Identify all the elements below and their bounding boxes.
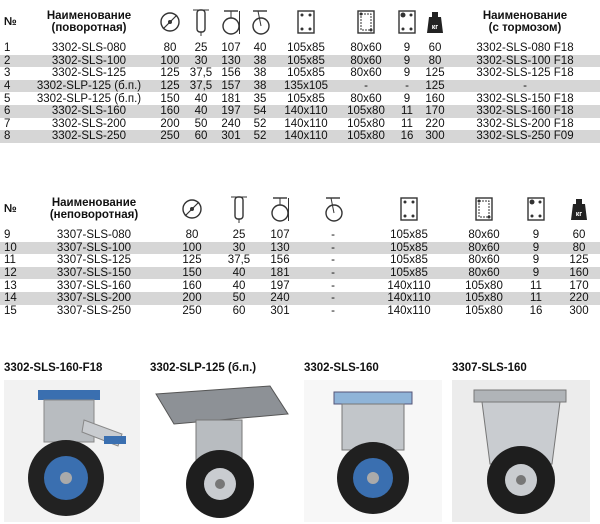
table-cell: 160 [154, 105, 186, 118]
photo-caption: 3302-SLS-160 [304, 362, 379, 374]
table-cell: - [331, 279, 335, 292]
caster-plate-image [150, 380, 292, 522]
table-cell: 105x80 [338, 105, 394, 118]
table-header [0, 2, 600, 42]
table-cell: 14 [0, 292, 24, 305]
table-cell: 38 [246, 80, 274, 93]
table-cell: - [302, 292, 364, 305]
table-cell: 13 [4, 279, 17, 292]
table-cell: 240 [258, 292, 302, 305]
table-cell: 30 [220, 242, 258, 255]
table-cell: 140x110 [274, 130, 338, 143]
table-cell: 160 [182, 279, 202, 292]
table-cell: 200 [164, 292, 220, 305]
table-cell: 80x60 [338, 55, 394, 68]
table-cell: 181 [258, 267, 302, 280]
table-cell: 105x80 [347, 117, 385, 130]
table-cell: 125 [425, 67, 445, 80]
table-cell: 9 [532, 229, 540, 242]
swivel-caster-image [304, 380, 442, 522]
table-cell: 3302-SLS-160 [24, 105, 154, 118]
offset-icon [246, 2, 274, 42]
table-cell: 105x85 [364, 267, 454, 280]
table-cell: 130 [216, 55, 246, 68]
table-cell: 200 [160, 117, 180, 130]
table-row [0, 118, 600, 131]
table-cell: 3302-SLS-125 [51, 67, 127, 80]
table-cell: 140x110 [364, 292, 454, 305]
table-cell: 140x110 [387, 279, 431, 292]
caster-with-brake-image [4, 380, 140, 522]
plate-size-icon [274, 2, 338, 42]
table-cell: 80x60 [350, 67, 382, 80]
table-cell: 160 [558, 267, 600, 280]
table-cell: 9 [532, 254, 540, 267]
table-cell: 9 [394, 55, 420, 68]
table-cell: 40 [232, 279, 246, 292]
table-cell: - [331, 304, 335, 317]
table-cell: 11 [394, 105, 420, 118]
table-cell: 80 [185, 229, 199, 242]
table-cell: 54 [246, 105, 274, 118]
table-row [0, 229, 600, 242]
bolt-hole-icon [394, 2, 420, 42]
table-cell: 140x110 [387, 304, 431, 317]
table-cell: 40 [220, 267, 258, 280]
table-cell: - [331, 254, 335, 267]
table-cell: - [331, 229, 335, 242]
num-header: № [4, 203, 17, 215]
table-row [0, 305, 600, 318]
table-cell: 52 [246, 130, 274, 143]
offset-icon [302, 189, 364, 229]
table-cell: 5 [4, 92, 11, 105]
table-cell: 105x85 [390, 229, 428, 242]
table-cell: - [302, 267, 364, 280]
table-cell: 7 [4, 117, 11, 130]
table-cell: 3302-SLS-200 F18 [476, 117, 574, 130]
table-cell: - [394, 80, 420, 93]
table-cell: 30 [186, 55, 216, 68]
table-cell: 2 [0, 55, 24, 68]
swivel-casters-table [0, 2, 600, 143]
table-cell: 40 [194, 92, 208, 105]
table-cell: - [338, 80, 394, 93]
table-cell: 37,5 [227, 254, 251, 267]
table-cell: 3302-SLS-150 F18 [476, 92, 574, 105]
table-cell: 25 [232, 229, 246, 242]
table-cell: 105x85 [390, 254, 428, 267]
table-cell: 125 [420, 80, 450, 93]
table-cell: 25 [194, 42, 208, 55]
table-cell: 10 [0, 242, 24, 255]
table-cell: 170 [420, 105, 450, 118]
table-cell: 9 [403, 92, 411, 105]
table-cell: 160 [425, 92, 445, 105]
table-cell: 11 [514, 292, 558, 305]
load-capacity-icon [558, 189, 600, 229]
table-cell: 80x60 [454, 267, 514, 280]
table-cell: 3307-SLS-250 [56, 304, 132, 317]
table-cell: 16 [394, 130, 420, 143]
table-cell: 3307-SLS-100 [24, 242, 164, 255]
photo-caption: 3307-SLS-160 [452, 362, 527, 374]
table-cell: 301 [270, 304, 290, 317]
table-cell: 105x85 [287, 42, 325, 55]
table-row [0, 242, 600, 255]
table-row [0, 254, 600, 267]
table-cell: 107 [270, 229, 290, 242]
table-cell: 80x60 [350, 92, 382, 105]
name-header: Наименование (поворотная) [46, 10, 132, 34]
table-cell: 105x85 [364, 242, 454, 255]
table-cell: 156 [270, 254, 290, 267]
table-cell: 9 [514, 267, 558, 280]
name-header: Наименование (неповоротная) [49, 197, 139, 221]
num-header: № [4, 16, 17, 28]
table-cell: 140x110 [274, 105, 338, 118]
table-cell: 80x60 [468, 254, 500, 267]
table-cell: 80x60 [350, 42, 382, 55]
table-row [0, 42, 600, 55]
table-cell: 125 [154, 80, 186, 93]
table-cell: 37,5 [189, 67, 213, 80]
table-cell: 12 [0, 267, 24, 280]
table-cell: 38 [253, 67, 267, 80]
table-cell: 220 [425, 117, 445, 130]
table-cell: 3302-SLS-080 [51, 42, 127, 55]
table-cell: 11 [530, 279, 542, 292]
table-cell: 3302-SLS-200 [51, 117, 127, 130]
height-icon [216, 2, 246, 42]
table-cell: 9 [4, 229, 11, 242]
table-cell: 301 [216, 130, 246, 143]
table-cell: 107 [221, 42, 241, 55]
brake-name-header: Наименование (с тормозом) [482, 10, 568, 34]
table-row [0, 105, 600, 118]
table-row [0, 55, 600, 68]
table-cell: 4 [0, 80, 24, 93]
table-cell: 3302-SLS-250 [24, 130, 154, 143]
table-cell: 105x85 [287, 67, 325, 80]
table-cell: 6 [0, 105, 24, 118]
table-cell: 197 [216, 105, 246, 118]
table-cell: 140x110 [284, 117, 328, 130]
table-row [0, 92, 600, 105]
table-cell: 220 [558, 292, 600, 305]
table-header [0, 189, 600, 229]
table-cell: 3307-SLS-200 [24, 292, 164, 305]
table-cell: 35 [253, 92, 267, 105]
table-cell: 3307-SLS-150 [24, 267, 164, 280]
table-cell: 300 [420, 130, 450, 143]
table-cell: 157 [216, 80, 246, 93]
table-cell: 170 [569, 279, 589, 292]
table-cell: 16 [529, 304, 543, 317]
table-cell: 197 [270, 279, 290, 292]
table-cell: 60 [232, 304, 246, 317]
table-cell: 250 [154, 130, 186, 143]
table-cell: 3302-SLS-125 F18 [476, 67, 574, 80]
photo-caption: 3302-SLS-160-F18 [4, 362, 103, 374]
table-cell: 80x60 [454, 242, 514, 255]
table-cell: 9 [403, 67, 411, 80]
table-cell: 80 [558, 242, 600, 255]
table-cell: 250 [182, 304, 202, 317]
table-row [0, 267, 600, 280]
table-cell: 60 [186, 130, 216, 143]
table-row [0, 130, 600, 143]
table-cell: 9 [514, 242, 558, 255]
table-row [0, 292, 600, 305]
plate-size-icon [364, 189, 454, 229]
table-cell: 3302-SLP-125 (б.п.) [24, 80, 154, 93]
hole-spacing-icon [338, 2, 394, 42]
table-cell: 80 [163, 42, 177, 55]
table-cell: 80 [420, 55, 450, 68]
table-cell: 38 [246, 55, 274, 68]
table-cell: 60 [428, 42, 442, 55]
table-cell: 1 [4, 42, 11, 55]
table-cell: 52 [253, 117, 267, 130]
table-cell: 60 [572, 229, 586, 242]
table-cell: 37,5 [186, 80, 216, 93]
table-row [0, 67, 600, 80]
table-cell: 3302-SLP-125 (б.п.) [36, 92, 142, 105]
table-cell: 100 [164, 242, 220, 255]
table-cell: 3302-SLS-250 F09 [450, 130, 600, 143]
wheel-width-icon [220, 189, 258, 229]
table-cell: 8 [0, 130, 24, 143]
table-cell: 105x85 [274, 55, 338, 68]
table-cell: 125 [160, 67, 180, 80]
table-cell: 3307-SLS-080 [56, 229, 132, 242]
table-cell: - [302, 242, 364, 255]
product-photos [0, 362, 600, 522]
svg-text:кг: кг [431, 24, 439, 31]
bolt-hole-icon [514, 189, 558, 229]
table-cell: 130 [258, 242, 302, 255]
table-cell: 50 [194, 117, 208, 130]
table-cell: 3302-SLS-100 [24, 55, 154, 68]
svg-text:кг: кг [575, 211, 583, 218]
table-cell: 3307-SLS-160 [56, 279, 132, 292]
table-cell: 100 [154, 55, 186, 68]
load-capacity-icon [420, 2, 450, 42]
table-cell: 80x60 [468, 229, 500, 242]
table-cell: 11 [4, 254, 16, 267]
table-cell: 105x80 [338, 130, 394, 143]
height-icon [258, 189, 302, 229]
table-cell: 3302-SLS-080 F18 [476, 42, 574, 55]
table-cell: 3307-SLS-125 [56, 254, 132, 267]
table-row [0, 279, 600, 292]
table-cell: 3 [4, 67, 11, 80]
table-cell: 135x105 [274, 80, 338, 93]
table-cell: 105x80 [465, 279, 503, 292]
photo-caption: 3302-SLP-125 (б.п.) [150, 362, 257, 374]
table-cell: 150 [164, 267, 220, 280]
hole-spacing-icon [454, 189, 514, 229]
table-cell: 240 [221, 117, 241, 130]
table-cell: 125 [182, 254, 202, 267]
table-cell: 156 [221, 67, 241, 80]
table-cell: 11 [401, 117, 413, 130]
wheel-diameter-icon [164, 189, 220, 229]
table-cell: 9 [403, 42, 411, 55]
table-cell: 3302-SLS-160 F18 [450, 105, 600, 118]
table-cell: 105x85 [287, 92, 325, 105]
wheel-diameter-icon [154, 2, 186, 42]
table-cell: 40 [253, 42, 267, 55]
wheel-width-icon [186, 2, 216, 42]
table-cell: 40 [186, 105, 216, 118]
table-cell: 125 [569, 254, 589, 267]
swivel-table-body [0, 42, 600, 143]
table-cell: 105x80 [465, 304, 503, 317]
table-cell: 3302-SLS-100 F18 [450, 55, 600, 68]
fixed-casters-table [0, 189, 600, 317]
table-cell: 300 [569, 304, 589, 317]
table-cell: 181 [221, 92, 241, 105]
table-cell: 15 [4, 304, 17, 317]
table-cell: 150 [160, 92, 180, 105]
table-cell: 50 [220, 292, 258, 305]
table-row [0, 80, 600, 93]
table-cell: 105x80 [454, 292, 514, 305]
fixed-caster-image [452, 380, 590, 522]
table-cell: - [450, 80, 600, 93]
fixed-table-body [0, 229, 600, 317]
